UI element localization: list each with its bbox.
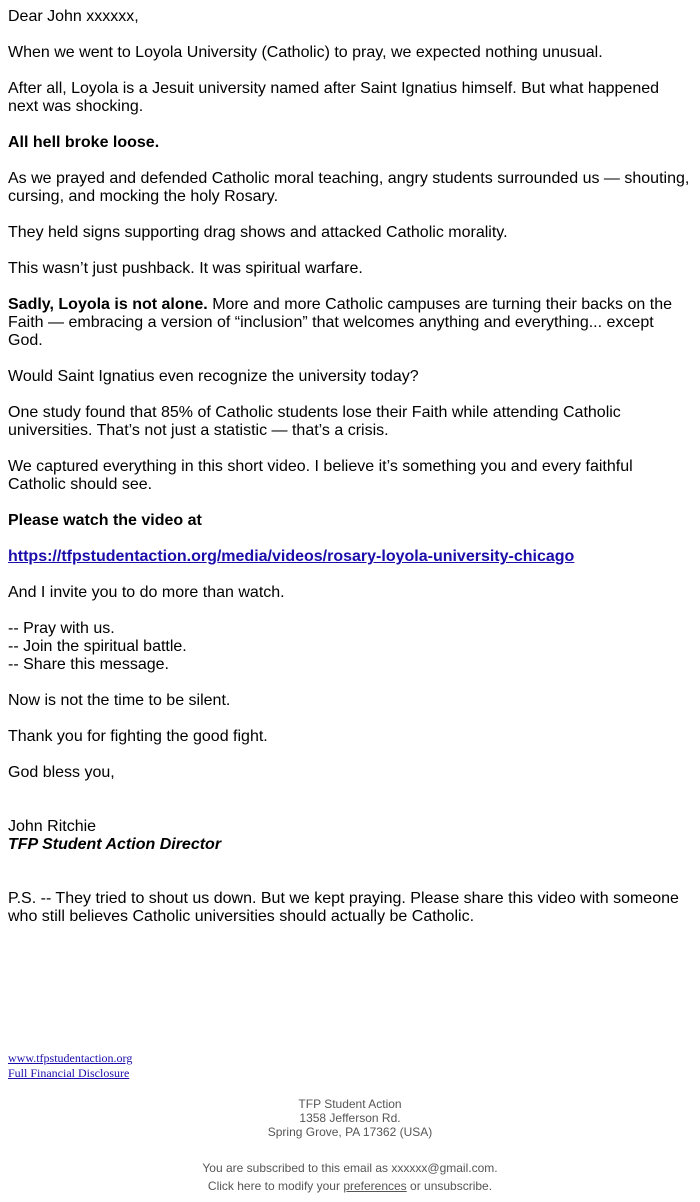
closing: God bless you, [8,764,115,781]
subscribed-text: You are subscribed to this email as xxxxxx@gmail.com. [202,1161,498,1175]
street-address: 1358 Jefferson Rd. [299,1111,401,1125]
paragraph-thanks: Thank you for fighting the good fight. [8,728,268,745]
signature-name: John Ritchie [8,818,97,835]
paragraph-signs: They held signs supporting drag shows and attacked Catholic morality. [8,224,508,241]
paragraph-silent: Now is not the time to be silent. [8,692,231,709]
signature [8,818,692,854]
paragraph-not-alone-bold: Sadly, Loyola is not alone. [8,296,208,313]
postscript: P.S. -- They tried to shout us down. But we kept praying. Please share this video with someone who still believes Catholic universities should actually be Catholic. [8,890,679,925]
financial-disclosure-link[interactable]: Full Financial Disclosure [8,1066,130,1080]
greeting: Dear John xxxxxx, [8,8,139,25]
paragraph-intro: When we went to Loyola University (Catholic) to pray, we expected nothing unusual. [8,44,603,61]
signature-title: TFP Student Action Director [8,836,222,853]
org-name: TFP Student Action [298,1097,402,1111]
paragraph-video: We captured everything in this short video. I believe it’s something you and every faithful Catholic should see. [8,458,633,493]
city-address: Spring Grove, PA 17362 (USA) [267,1125,433,1139]
paragraph-invite: And I invite you to do more than watch. [8,584,285,601]
footer-address [0,1097,700,1139]
video-link[interactable]: https://tfpstudentaction.org/media/videos/rosary-loyola-university-chicago [8,548,575,565]
paragraph-not-alone-rest: More and more Catholic campuses are turning their backs on the Faith — embracing a version of “inclusion” that welcomes anything and everything... except God. [8,296,672,349]
website-link[interactable]: www.tfpstudentaction.org [8,1051,133,1065]
preferences-link[interactable]: preferences [343,1179,407,1193]
modify-line [0,1177,700,1195]
video-link-line [8,548,692,566]
action-list [8,620,692,674]
modify-suffix: or unsubscribe. [406,1179,493,1193]
heading-hell-broke-loose: All hell broke loose. [8,134,160,151]
footer-links [8,1051,132,1081]
paragraph-not-alone [8,296,692,350]
email-body [8,8,692,944]
action-item: -- Pray with us. [8,620,115,637]
action-item: -- Share this message. [8,656,169,673]
paragraph-study: One study found that 85% of Catholic students lose their Faith while attending Catholic universities. That’s not just a statistic — that’s a crisis. [8,404,621,439]
paragraph-ignatius: Would Saint Ignatius even recognize the university today? [8,368,419,385]
action-item: -- Join the spiritual battle. [8,638,187,655]
modify-prefix: Click here to modify your [207,1179,344,1193]
paragraph-prayed: As we prayed and defended Catholic moral teaching, angry students surrounded us — shouting, cursing, and mocking the holy Rosary. [8,170,690,205]
subscription-notice [0,1159,700,1195]
watch-heading: Please watch the video at [8,512,202,529]
paragraph-warfare: This wasn’t just pushback. It was spiritual warfare. [8,260,363,277]
paragraph-jesuit: After all, Loyola is a Jesuit university named after Saint Ignatius himself. But what happened next was shocking. [8,80,660,115]
